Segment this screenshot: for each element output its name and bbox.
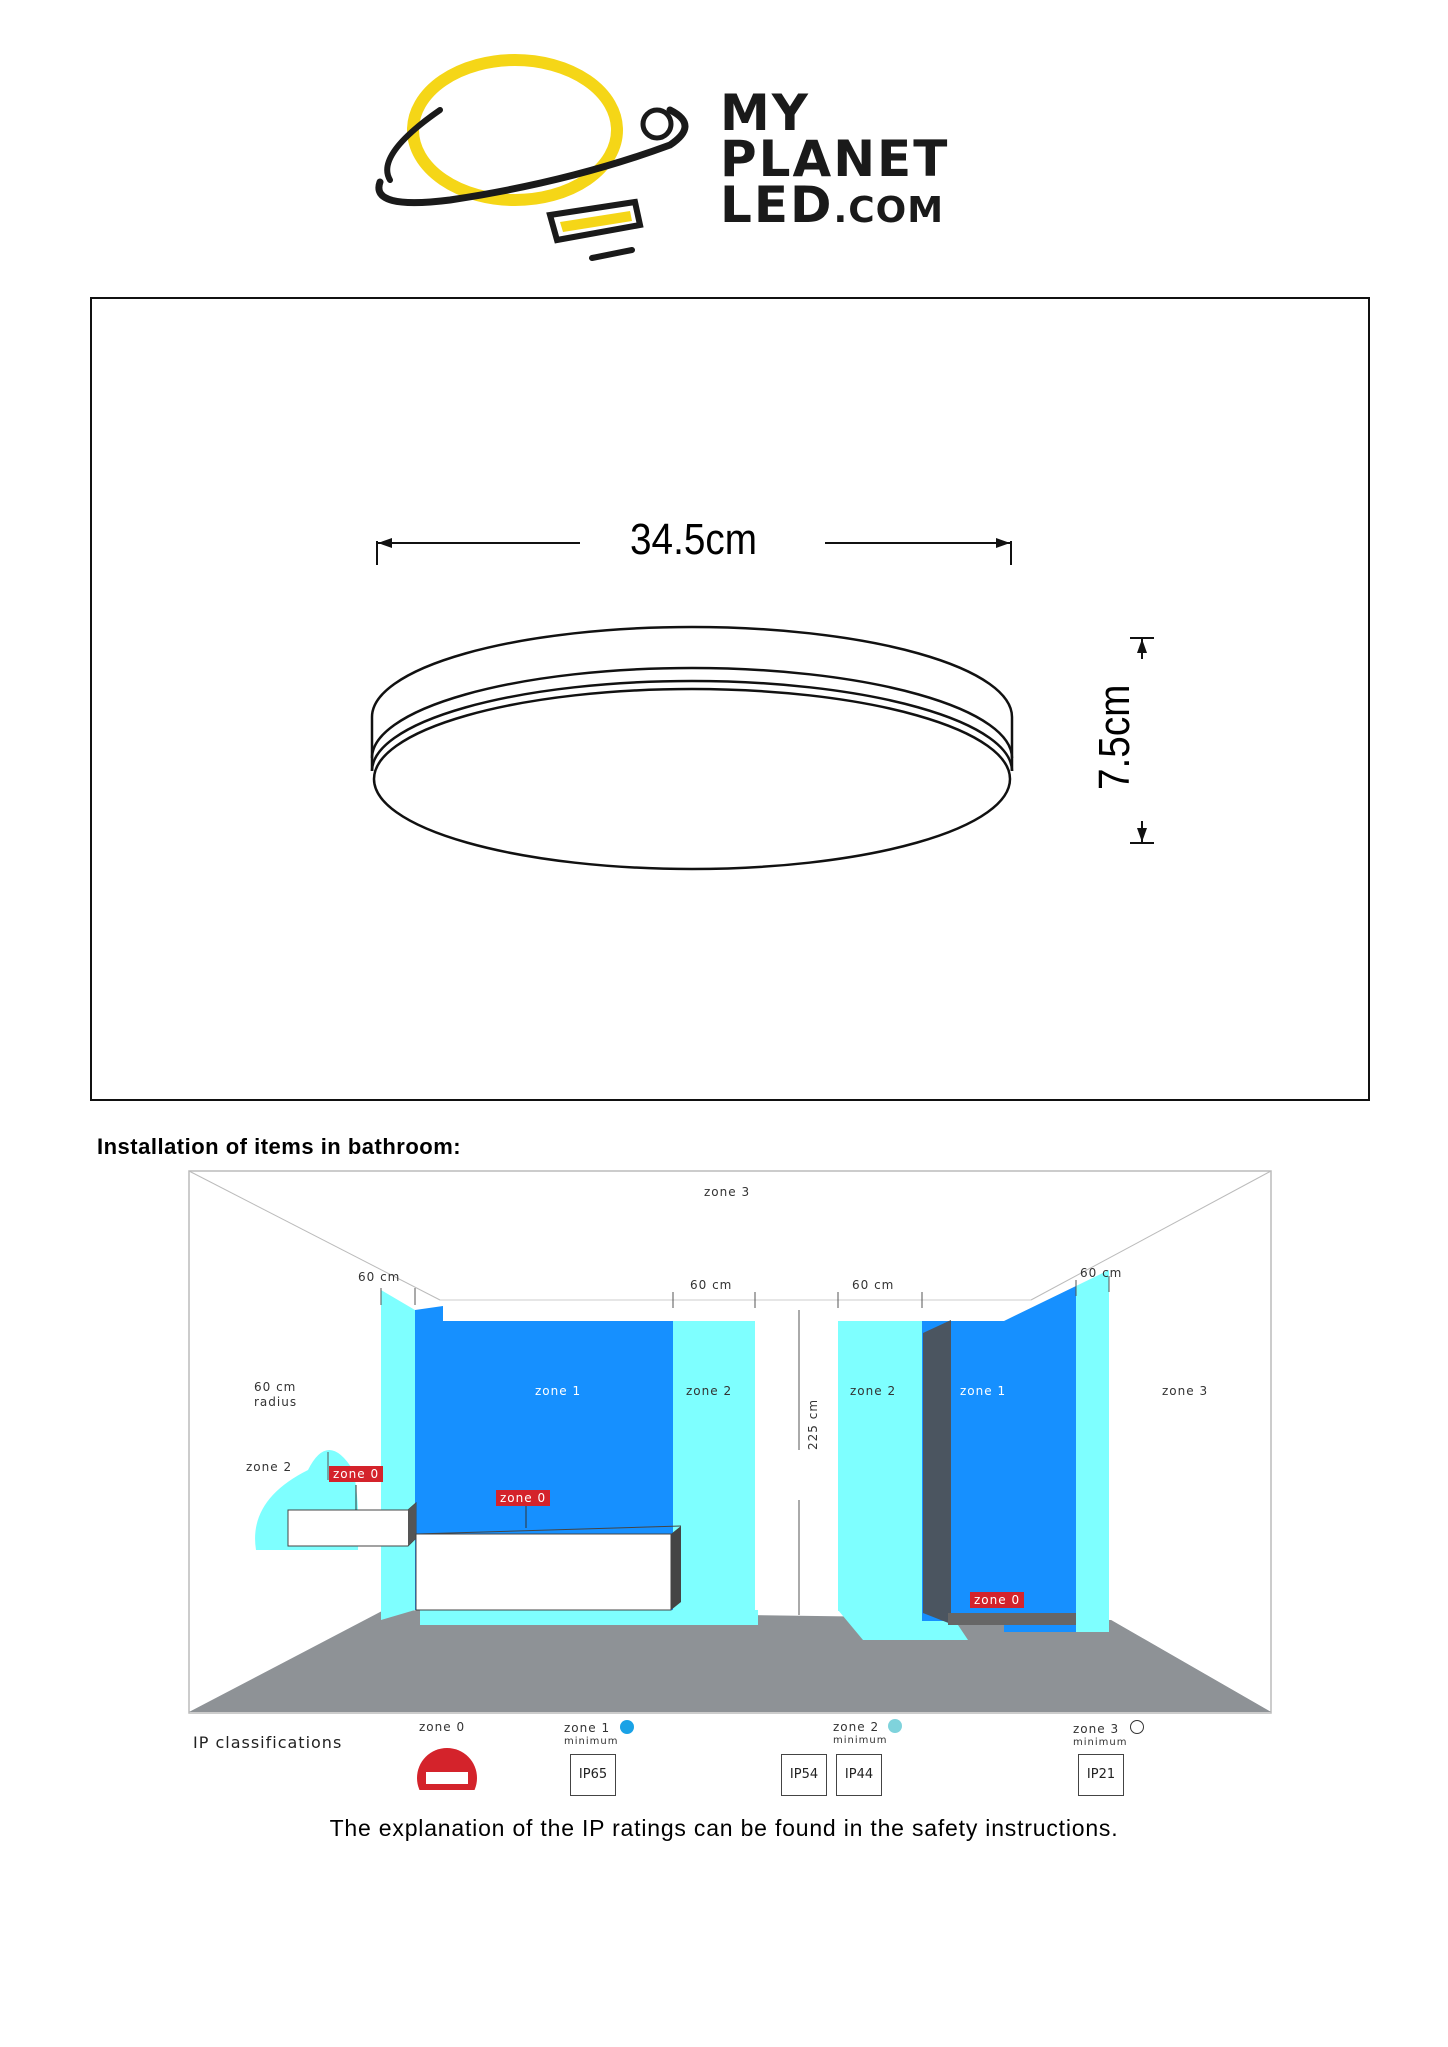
zone0-shower-tag: zone 0	[970, 1592, 1024, 1608]
width-dimension-label: 34.5cm	[630, 515, 757, 564]
zone3-color-dot	[1130, 1720, 1144, 1734]
ip-zone2-minimum: minimum	[833, 1735, 888, 1746]
sixty-cm-right-label: 60 cm	[1080, 1266, 1123, 1280]
zone2-shower-label: zone 2	[850, 1384, 897, 1398]
zone2-color-dot	[888, 1719, 902, 1733]
zone1-color-dot	[620, 1720, 634, 1734]
logo-text-planet: PLANET	[720, 130, 950, 188]
sixty-cm-mid-right-label: 60 cm	[852, 1278, 895, 1292]
ip65-box: IP65	[570, 1754, 616, 1796]
brand-logo	[370, 50, 990, 280]
ip-zone2-label: zone 2	[833, 1720, 880, 1734]
zone2-bath-label: zone 2	[686, 1384, 733, 1398]
ip54-box: IP54	[781, 1754, 827, 1796]
ip44-box: IP44	[836, 1754, 882, 1796]
zone0-sink-tag: zone 0	[329, 1466, 383, 1482]
dimension-drawing	[90, 297, 1370, 1101]
logo-text-led: LED.COM	[720, 176, 945, 234]
zone0-bath-tag: zone 0	[496, 1490, 550, 1506]
sixty-cm-mid-left-label: 60 cm	[690, 1278, 733, 1292]
height-dimension-label: 7.5cm	[1090, 684, 1139, 790]
ip-zone1-label: zone 1	[564, 1721, 611, 1735]
height-225-label: 225 cm	[806, 1398, 820, 1450]
ip-classifications-heading: IP classifications	[193, 1733, 343, 1752]
radius-label-line2: radius	[254, 1395, 298, 1409]
radius-label-line1: 60 cm	[254, 1380, 297, 1394]
ip-zone1-minimum: minimum	[564, 1736, 619, 1747]
ip-explanation-note: The explanation of the IP ratings can be found in the safety instructions.	[329, 1815, 1119, 1841]
logo-text-my: MY	[720, 84, 810, 142]
zone3-top-label: zone 3	[704, 1185, 751, 1199]
ip-zone0-label: zone 0	[419, 1720, 466, 1734]
section-title: Installation of items in bathroom:	[97, 1134, 462, 1159]
zone2-sink-label: zone 2	[246, 1460, 293, 1474]
planet-bulb-icon	[370, 50, 690, 280]
zone3-right-label: zone 3	[1162, 1384, 1209, 1398]
ip-zone3-minimum: minimum	[1073, 1737, 1128, 1748]
zone1-bath-label: zone 1	[535, 1384, 582, 1398]
sixty-cm-left-label: 60 cm	[358, 1270, 401, 1284]
ip21-box: IP21	[1078, 1754, 1124, 1796]
ip-zone3-label: zone 3	[1073, 1722, 1120, 1736]
ceiling-light-outline	[92, 299, 1372, 1103]
zone1-shower-label: zone 1	[960, 1384, 1007, 1398]
